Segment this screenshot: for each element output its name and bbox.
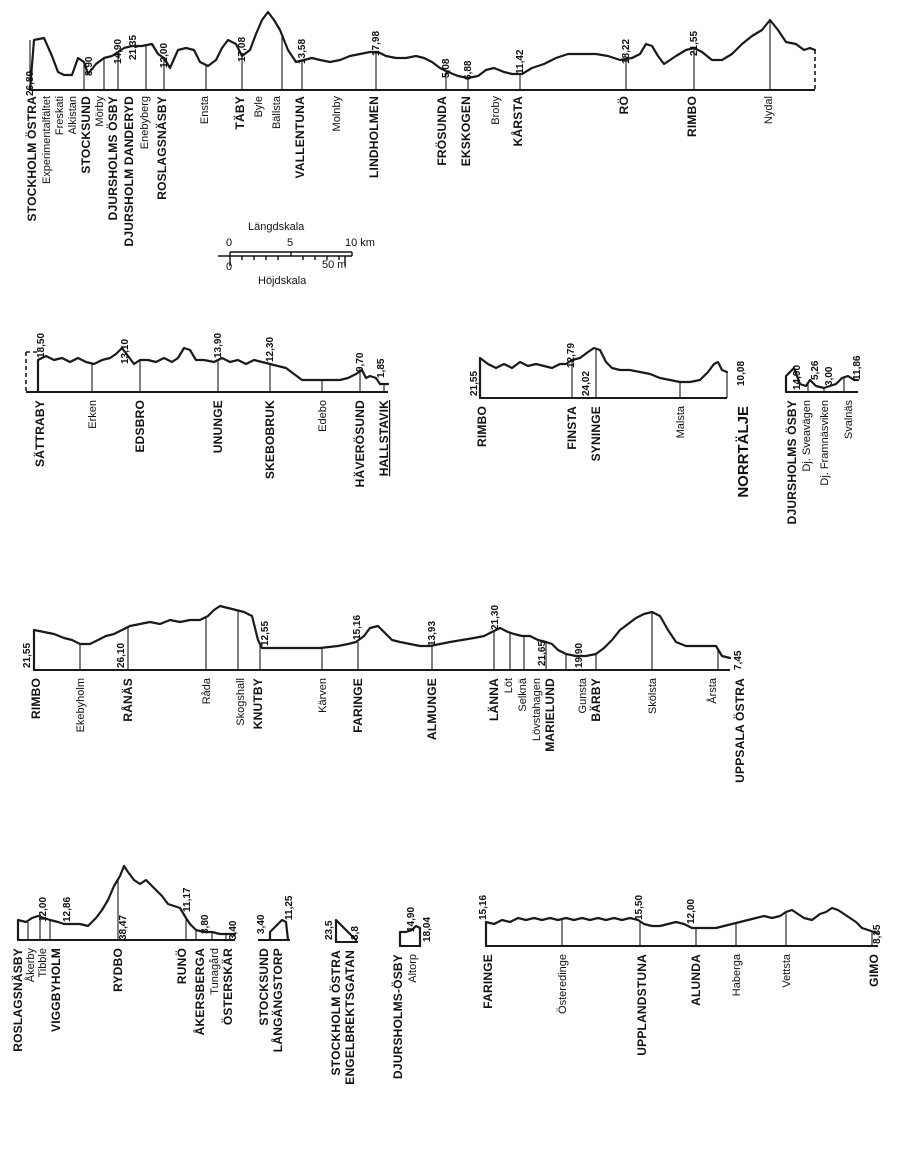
elev-label: 13,93: [427, 620, 438, 646]
profile-djursholm-svalnas: [784, 355, 863, 524]
length-tick-10: 10 km: [345, 237, 375, 249]
elev-label: 3,40: [228, 920, 239, 940]
station-label: ENGELBREKTSGATAN: [343, 950, 357, 1085]
station-label: KNUTBY: [251, 678, 265, 730]
station-label: UPPSALA ÖSTRA: [733, 678, 747, 783]
elev-label: 21,35: [128, 34, 139, 60]
station-label: ÖSTERSKÄR: [221, 948, 235, 1026]
elev-label: 13,90: [213, 332, 224, 358]
station-label: Alkistan: [67, 96, 79, 135]
elev-label: 12,30: [265, 336, 276, 362]
station-label: Bällsta: [271, 96, 283, 130]
drop-lines: [38, 360, 384, 392]
station-label: Ensta: [199, 96, 211, 125]
station-label: Altorp: [407, 954, 419, 983]
elev-label: 3,8: [350, 926, 361, 940]
station-labels: [475, 405, 752, 498]
station-label: MARIELUND: [543, 678, 557, 752]
station-label: RIMBO: [475, 406, 489, 447]
elev-label: 14,90: [406, 906, 417, 932]
profile-rimbo-norrtalje: [469, 343, 752, 498]
profile-stocksund-langangstorp: [256, 895, 295, 1052]
station-label: EKSKOGEN: [459, 96, 473, 167]
elev-label: 13,58: [297, 38, 308, 64]
elev-label: 21,30: [490, 604, 501, 630]
elev-label: 18,04: [422, 916, 433, 942]
station-label: HÄVERÖSUND: [353, 400, 367, 488]
station-label: VALLENTUNA: [293, 96, 307, 179]
profile-sattraby-hallstavik: [26, 333, 391, 488]
station-label: Löt: [503, 678, 515, 694]
station-label: RÖ: [617, 96, 631, 115]
elev-label: 12,79: [566, 342, 577, 368]
elev-label: 17,08: [237, 36, 248, 62]
height-tick-0: 0: [226, 261, 233, 273]
station-label: DJURSHOLM DANDERYD: [122, 96, 136, 247]
station-label: Mörby: [94, 96, 106, 127]
station-label: Lövstahagen: [531, 678, 543, 741]
profile-faringe-gimo: [478, 895, 883, 1056]
station-label: Nydal: [763, 96, 775, 125]
station-label: FINSTA: [565, 406, 579, 450]
station-label: EDSBRO: [133, 400, 147, 453]
elev-label: 18,50: [36, 332, 47, 358]
profile-stockholm-engelbrektsgatan: [324, 920, 361, 1085]
station-labels: [481, 953, 881, 1056]
station-label: KÅRSTA: [511, 96, 525, 147]
station-label: Tibble: [37, 948, 49, 978]
station-label: UNUNGE: [211, 400, 225, 454]
elev-label: 14,90: [113, 38, 124, 64]
elev-label: 15,16: [352, 614, 363, 640]
station-labels: [24, 95, 775, 246]
elev-label: 23,5: [324, 920, 335, 940]
station-label: Erken: [87, 400, 99, 429]
station-label: GIMO: [867, 954, 881, 987]
elev-label: 3,40: [256, 914, 267, 934]
station-label: Dj. Framnäsviken: [819, 400, 831, 486]
elev-label: 5,26: [810, 360, 821, 380]
station-label: LÅNGÄNGSTORP: [271, 948, 285, 1053]
station-label: ALMUNGE: [425, 678, 439, 741]
elev-label: 3,00: [824, 366, 835, 386]
profile-djursholms-osby-altorp: [390, 907, 433, 1079]
elev-label: 7,45: [733, 650, 744, 670]
elev-label: 15,50: [634, 894, 645, 920]
elev-label: 11,17: [182, 887, 193, 912]
station-label: HALLSTAVIK: [377, 400, 391, 477]
station-label: ALUNDA: [689, 954, 703, 1006]
station-label: RUNÖ: [175, 948, 189, 985]
station-labels: [10, 948, 235, 1052]
elev-label: 12,00: [686, 898, 697, 924]
station-label: Edebo: [317, 400, 329, 432]
station-label: UPPLANDSTUNA: [635, 954, 649, 1056]
station-label: Freskati: [54, 96, 66, 136]
elev-label: 15,16: [478, 894, 489, 920]
station-label: Råda: [201, 678, 213, 705]
station-label: Experimentalfältet: [41, 96, 53, 185]
elev-label: 6,88: [463, 60, 474, 80]
elev-label: 18,22: [621, 38, 632, 64]
station-label: Svalnäs: [843, 400, 855, 440]
elev-label: 14,90: [792, 364, 803, 390]
station-label: Malsta: [675, 406, 687, 439]
station-label: STOCKSUND: [79, 96, 93, 174]
elev-label: 12,00: [38, 896, 49, 922]
elev-label: 21,55: [469, 370, 480, 396]
elev-label: 13,10: [120, 338, 131, 364]
station-label: Enebyberg: [139, 96, 151, 150]
station-labels: [32, 400, 391, 487]
station-label: ÅKERSBERGA: [193, 948, 207, 1036]
elev-label: 8,90: [84, 56, 95, 76]
station-label: LÄNNA: [487, 678, 501, 721]
station-label: VIGGBYHOLM: [49, 948, 63, 1033]
station-label: RIMBO: [685, 96, 699, 137]
station-label: STOCKHOLM ÖSTRA: [25, 96, 39, 222]
length-scale-title: Längdskala: [248, 221, 305, 233]
elev-label: 38,47: [118, 914, 129, 940]
station-label: Dj. Sveavägen: [801, 400, 813, 472]
elev-label: 1,85: [376, 358, 387, 378]
station-label: DJURSHOLMS ÖSBY: [106, 96, 120, 221]
station-label: Selknä: [517, 678, 529, 712]
station-label: Tunagård: [209, 948, 221, 995]
station-label: Byle: [253, 96, 265, 118]
profile-roslagsnasby-osterskar: [10, 866, 239, 1052]
station-label: RÅNÄS: [121, 678, 135, 722]
elev-label: 26,80: [25, 70, 36, 96]
elevation-profile: [480, 348, 727, 398]
station-label: Skogshall: [235, 678, 247, 726]
station-label: RYDBO: [111, 948, 125, 992]
station-label: STOCKHOLM ÖSTRA: [329, 950, 343, 1076]
station-label: SKEBOBRUK: [263, 400, 277, 480]
station-label: Skölsta: [647, 678, 659, 715]
profile-stockholm-rimbo: [24, 12, 815, 247]
elev-label: 11,86: [852, 355, 863, 380]
station-label: FRÖSUNDA: [435, 96, 449, 166]
station-label: Haberga: [731, 954, 743, 997]
station-label: BÄRBY: [589, 678, 603, 722]
station-label: Ekebyholm: [75, 678, 87, 733]
station-label: FARINGE: [481, 954, 495, 1009]
elevation-profile: [486, 908, 878, 946]
elev-label: 9,70: [355, 352, 366, 372]
scale-legend: [218, 221, 375, 287]
station-label: DJURSHOLMS-ÖSBY: [391, 954, 405, 1080]
elev-label: 21,65: [537, 640, 548, 666]
station-label: Årsta: [707, 678, 719, 704]
elev-label: 5,08: [441, 58, 452, 78]
station-label: Broby: [490, 96, 502, 125]
station-label: RIMBO: [29, 678, 43, 719]
station-label: LINDHOLMEN: [367, 96, 381, 178]
station-label: SÄTTRABY: [33, 400, 47, 467]
length-tick-0: 0: [226, 237, 233, 249]
elev-label: 12,00: [159, 42, 170, 68]
station-label: Österedinge: [557, 954, 569, 1014]
station-label: STOCKSUND: [257, 948, 271, 1026]
drop-lines: [34, 610, 718, 670]
drop-lines: [30, 20, 770, 90]
elev-label: 17,98: [371, 30, 382, 56]
height-scale-title: Höjdskala: [258, 275, 307, 287]
station-label: Gunsta: [577, 678, 589, 714]
station-label: SYNINGE: [589, 406, 603, 462]
elev-label: 11,25: [284, 895, 295, 920]
elev-label: 10,08: [736, 360, 747, 386]
station-label: Kärven: [317, 678, 329, 713]
elev-label: 21,55: [22, 642, 33, 668]
elev-label: 26,10: [116, 642, 127, 668]
station-label: ROSLAGSNÄSBY: [155, 96, 169, 200]
elev-label: 12,86: [62, 896, 73, 922]
elev-label: 24,02: [581, 370, 592, 396]
profile-rimbo-uppsala: [22, 605, 747, 783]
station-label: Molnby: [331, 96, 343, 132]
elevation-profile: [34, 606, 730, 670]
station-label: ROSLAGSNÄSBY: [11, 948, 25, 1052]
height-tick-50: 50 m: [322, 259, 347, 271]
length-tick-5: 5: [287, 237, 294, 249]
elev-label: 3,80: [200, 914, 211, 934]
elev-label: 19,90: [574, 642, 585, 668]
station-label: Åkerby: [25, 948, 37, 983]
station-labels: [784, 400, 855, 525]
station-label: TÄBY: [233, 96, 247, 130]
elev-label: 11,42: [515, 49, 526, 74]
station-label: FARINGE: [351, 678, 365, 733]
elevation-profile: [270, 920, 288, 940]
elev-label: 12,55: [260, 620, 271, 646]
station-label: DJURSHOLMS ÖSBY: [785, 400, 799, 525]
station-label: NORRTÄLJE: [735, 406, 752, 498]
station-label: Vettsta: [781, 954, 793, 988]
elev-label: 8,35: [872, 924, 883, 944]
station-labels: [29, 677, 747, 783]
elev-label: 21,55: [689, 30, 700, 56]
